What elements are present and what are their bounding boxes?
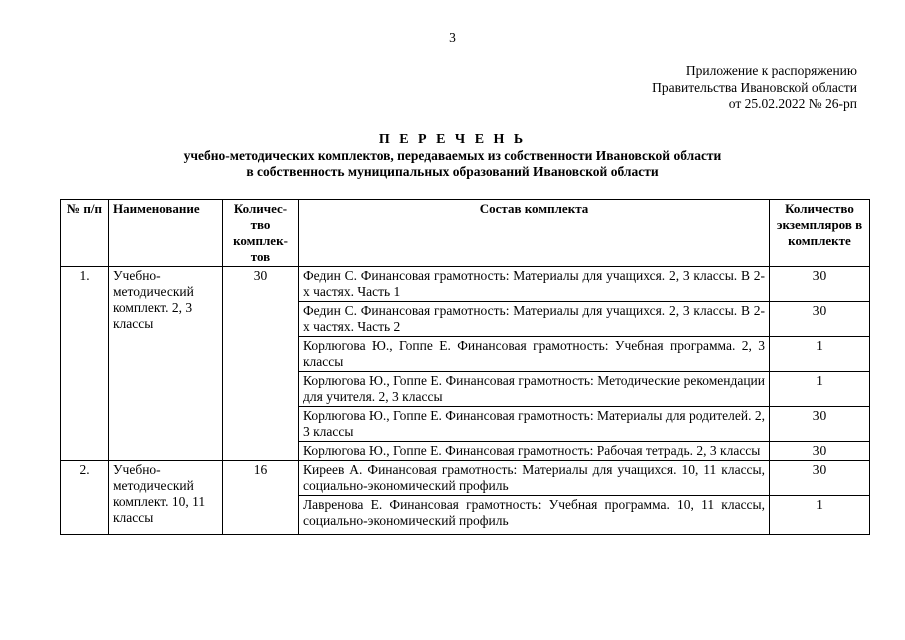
item-text: Федин С. Финансовая грамотность: Материалы для учащихся. 2, 3 классы. В 2-х частях. Часть 1 xyxy=(299,267,770,302)
item-copies: 30 xyxy=(770,461,870,496)
row-name: Учебно- методический комплект. 10, 11 классы xyxy=(109,461,223,535)
row-name: Учебно- методический комплект. 2, 3 классы xyxy=(109,267,223,461)
appendix-line-3: от 25.02.2022 № 26-рп xyxy=(728,96,857,111)
header-count: Количес- тво комплек- тов xyxy=(223,200,299,267)
table-header-row xyxy=(61,200,870,267)
item-text: Лавренова Е. Финансовая грамотность: Учебная программа. 10, 11 классы, социально-экономический профиль xyxy=(299,496,770,535)
row-num: 2. xyxy=(61,461,109,535)
header-copies: Количество экземпляров в комплекте xyxy=(770,200,870,267)
header-name: Наименование xyxy=(109,200,223,267)
item-text: Корлюгова Ю., Гоппе Е. Финансовая грамотность: Материалы для родителей. 2, 3 классы xyxy=(299,407,770,442)
table-row xyxy=(61,461,870,496)
page-number: 3 xyxy=(449,30,456,45)
appendix-note xyxy=(652,63,857,113)
item-copies: 1 xyxy=(770,496,870,535)
header-num: № п/п xyxy=(61,200,109,267)
item-copies: 30 xyxy=(770,302,870,337)
row-count: 30 xyxy=(223,267,299,461)
document-heading xyxy=(0,132,905,180)
item-copies: 30 xyxy=(770,407,870,442)
appendix-line-2: Правительства Ивановской области xyxy=(652,79,857,95)
document-title: П Е Р Е Ч Е Н Ь xyxy=(378,132,527,147)
header-content: Состав комплекта xyxy=(299,200,770,267)
appendix-line-1: Приложение к распоряжению xyxy=(685,63,857,78)
item-text: Федин С. Финансовая грамотность: Материалы для учащихся. 2, 3 классы. В 2-х частях. Часть 2 xyxy=(299,302,770,337)
item-text: Корлюгова Ю., Гоппе Е. Финансовая грамотность: Учебная программа. 2, 3 классы xyxy=(299,337,770,372)
item-text: Корлюгова Ю., Гоппе Е. Финансовая грамотность: Методические рекомендации для учителя. 2, 3 классы xyxy=(299,372,770,407)
item-copies: 1 xyxy=(770,337,870,372)
row-num: 1. xyxy=(61,267,109,461)
document-subtitle-line-1: учебно-методических комплектов, передаваемых из собственности Ивановской области xyxy=(183,148,722,163)
table-row xyxy=(61,267,870,302)
document-subtitle-line-2: в собственность муниципальных образований Ивановской области xyxy=(246,164,659,179)
item-text: Корлюгова Ю., Гоппе Е. Финансовая грамотность: Рабочая тетрадь. 2, 3 классы xyxy=(299,442,770,461)
kits-table xyxy=(60,199,870,535)
item-copies: 30 xyxy=(770,267,870,302)
item-copies: 1 xyxy=(770,372,870,407)
item-copies: 30 xyxy=(770,442,870,461)
item-text: Киреев А. Финансовая грамотность: Материалы для учащихся. 10, 11 классы, социально-экономический профиль xyxy=(299,461,770,496)
row-count: 16 xyxy=(223,461,299,535)
